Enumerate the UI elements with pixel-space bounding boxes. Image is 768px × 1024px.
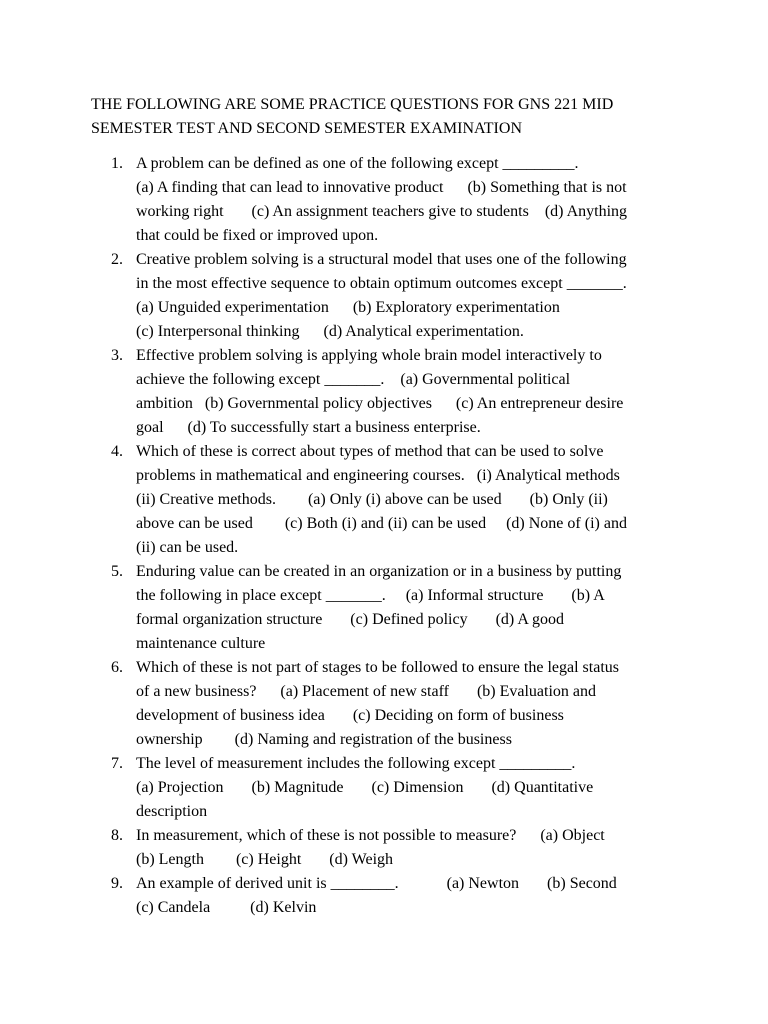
document-title: THE FOLLOWING ARE SOME PRACTICE QUESTIONS FOR GNS 221 MID SEMESTER TEST AND SECOND SEMESTER EXAMINATION bbox=[91, 96, 614, 137]
question-line: achieve the following except _______. (a) Governmental political bbox=[136, 371, 571, 388]
question-4 bbox=[91, 440, 681, 560]
question-number: 1. bbox=[111, 155, 123, 172]
question-line: above can be used (c) Both (i) and (ii) can be used (d) None of (i) and bbox=[136, 515, 627, 532]
question-line: An example of derived unit is ________. (a) Newton (b) Second bbox=[136, 875, 617, 892]
question-number: 3. bbox=[111, 347, 123, 364]
question-line: (ii) Creative methods. (a) Only (i) above can be used (b) Only (ii) bbox=[136, 491, 608, 508]
question-line: in the most effective sequence to obtain optimum outcomes except _______. bbox=[136, 275, 627, 292]
question-line: Which of these is correct about types of method that can be used to solve bbox=[136, 443, 604, 460]
question-line: (c) Candela (d) Kelvin bbox=[136, 899, 317, 916]
question-6 bbox=[91, 656, 681, 752]
question-number: 5. bbox=[111, 563, 123, 580]
question-line: (a) Unguided experimentation (b) Exploratory experimentation bbox=[136, 299, 560, 316]
question-line: ownership (d) Naming and registration of the business bbox=[136, 731, 512, 748]
question-line: ambition (b) Governmental policy objectives (c) An entrepreneur desire bbox=[136, 395, 624, 412]
question-8 bbox=[91, 824, 681, 872]
question-line: (a) A finding that can lead to innovative product (b) Something that is not bbox=[136, 179, 627, 196]
question-line: Creative problem solving is a structural model that uses one of the following bbox=[136, 251, 627, 268]
question-line: problems in mathematical and engineering courses. (i) Analytical methods bbox=[136, 467, 620, 484]
question-7 bbox=[91, 752, 681, 824]
question-line: the following in place except _______. (a) Informal structure (b) A bbox=[136, 587, 605, 604]
question-line: goal (d) To successfully start a business enterprise. bbox=[136, 419, 481, 436]
question-line: description bbox=[136, 803, 208, 820]
question-line: of a new business? (a) Placement of new staff (b) Evaluation and bbox=[136, 683, 597, 700]
question-number: 6. bbox=[111, 659, 123, 676]
question-line: The level of measurement includes the following except _________. bbox=[136, 755, 576, 772]
question-line: working right (c) An assignment teachers give to students (d) Anything bbox=[136, 203, 628, 220]
question-line: Effective problem solving is applying whole brain model interactively to bbox=[136, 347, 602, 364]
question-line: (b) Length (c) Height (d) Weigh bbox=[136, 851, 394, 868]
question-line: Which of these is not part of stages to be followed to ensure the legal status bbox=[136, 659, 619, 676]
question-line: In measurement, which of these is not possible to measure? (a) Object bbox=[136, 827, 605, 844]
question-number: 7. bbox=[111, 755, 123, 772]
question-number: 8. bbox=[111, 827, 123, 844]
question-9 bbox=[91, 872, 681, 920]
question-line: (c) Interpersonal thinking (d) Analytical experimentation. bbox=[136, 323, 524, 340]
question-line: formal organization structure (c) Defined policy (d) A good bbox=[136, 611, 565, 628]
question-line: (ii) can be used. bbox=[136, 539, 239, 556]
question-5 bbox=[91, 560, 681, 656]
question-number: 4. bbox=[111, 443, 123, 460]
question-line: development of business idea (c) Deciding on form of business bbox=[136, 707, 564, 724]
question-line: A problem can be defined as one of the following except _________. bbox=[136, 155, 579, 172]
question-number: 2. bbox=[111, 251, 123, 268]
question-list bbox=[91, 152, 681, 920]
question-line: Enduring value can be created in an organization or in a business by putting bbox=[136, 563, 622, 580]
question-3 bbox=[91, 344, 681, 440]
question-number: 9. bbox=[111, 875, 123, 892]
question-line: that could be fixed or improved upon. bbox=[136, 227, 379, 244]
question-2 bbox=[91, 248, 681, 344]
question-line: maintenance culture bbox=[136, 635, 266, 652]
question-line: (a) Projection (b) Magnitude (c) Dimension (d) Quantitative bbox=[136, 779, 594, 796]
question-1 bbox=[91, 152, 681, 248]
